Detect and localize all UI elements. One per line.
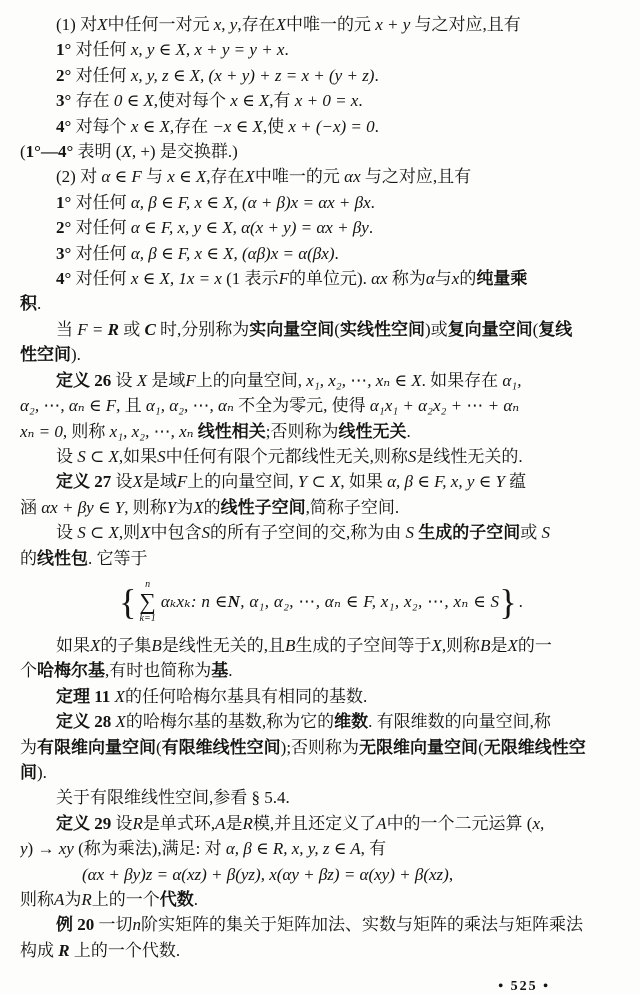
text-block-1 — [20, 12, 622, 571]
text-line: 当 F = R 或 C 时,分别称为实向量空间(实线性空间)或复向量空间(复线 — [56, 319, 573, 339]
formula-body-pre: αₖxₖ: n ∈ — [160, 591, 228, 611]
text-line: 2° 对任何 α ∈ F, x, y ∈ X, α(x + y) = αx + βy. — [56, 218, 374, 238]
page-number: • 525 • — [498, 979, 550, 995]
text-line: 性空间). — [20, 345, 81, 365]
text-line: 1° 对任何 x, y ∈ X, x + y = y + x. — [56, 40, 289, 60]
text-line: y) → xy (称为乘法),满足: 对 α, β ∈ R, x, y, z ∈ A, 有 — [20, 839, 387, 859]
formula-period: . — [518, 591, 523, 611]
text-line: (αx + βy)z = α(xz) + β(yz), x(αy + βz) = α(xy) + β(xz), — [82, 864, 454, 884]
right-brace: } — [499, 581, 517, 622]
text-line: 构成 R 上的一个代数. — [20, 940, 181, 960]
text-line: 设 S ⊂ X,如果S中任何有限个元都线性无关,则称S是线性无关的. — [56, 446, 523, 466]
text-line: 如果X的子集B是线性无关的,且B生成的子空间等于X,则称B是X的一 — [56, 635, 552, 655]
text-line: 3° 存在 0 ∈ X,使对每个 x ∈ X,有 x + 0 = x. — [56, 91, 363, 111]
set-formula — [20, 575, 622, 629]
text-line: α₂, ⋯, αₙ ∈ F, 且 α₁, α₂, ⋯, αₙ 不全为零元, 使得 α₁x₁ + α₂x₂ + ⋯ + αₙ — [20, 396, 520, 416]
text-line: 积. — [20, 294, 42, 314]
text-line: (1) 对X中任何一对元 x, y,存在X中唯一的元 x + y 与之对应,且有 — [56, 15, 521, 34]
text-line: 例 20 一切n阶实矩阵的集关于矩阵加法、实数与矩阵的乘法与矩阵乘法 — [56, 915, 583, 935]
sigma-icon: ∑ — [139, 589, 156, 615]
text-line: 3° 对任何 α, β ∈ F, x ∈ X, (αβ)x = α(βx). — [56, 243, 339, 263]
text-line: (2) 对 α ∈ F 与 x ∈ X,存在X中唯一的元 αx 与之对应,且有 — [56, 167, 472, 187]
summation-symbol — [139, 579, 155, 624]
text-line: 1° 对任何 α, β ∈ F, x ∈ X, (α + β)x = αx + βx. — [56, 192, 375, 212]
text-line: 关于有限维线性空间,参看 § 5.4. — [56, 788, 290, 808]
text-line: xₙ = 0, 则称 x₁, x₂, ⋯, xₙ 线性相关;否则称为线性无关. — [20, 421, 411, 441]
text-line: 定义 27 设X是域F上的向量空间, Y ⊂ X, 如果 α, β ∈ F, x, y ∈ Y 蕴 — [56, 472, 527, 492]
sum-lower-limit: k=1 — [139, 613, 156, 625]
text-line: 4° 对每个 x ∈ X,存在 −x ∈ X,使 x + (−x) = 0. — [56, 116, 379, 136]
text-line: 为有限维向量空间(有限维线性空间);否则称为无限维向量空间(无限维线性空 — [20, 737, 586, 757]
left-brace: { — [119, 581, 137, 622]
text-line: 涵 αx + βy ∈ Y, 则称Y为X的线性子空间,简称子空间. — [20, 497, 400, 517]
text-line: 个哈梅尔基,有时也简称为基. — [20, 661, 233, 681]
text-line: 间). — [20, 762, 47, 782]
text-line: 则称A为R上的一个代数. — [20, 890, 199, 909]
formula-body-post: , α₁, α₂, ⋯, αₙ ∈ F, x₁, x₂, ⋯, xₙ ∈ S — [240, 591, 500, 611]
formula-set-n: N — [227, 591, 241, 611]
text-line: 设 S ⊂ X,则X中包含S的所有子空间的交,称为由 S 生成的子空间或 S — [56, 523, 551, 543]
text-line: 定义 26 设 X 是域F上的向量空间, x₁, x₂, ⋯, xₙ ∈ X. 如果存在 α₁, — [56, 370, 522, 390]
text-line: 定义 29 设R是单式环,A是R模,并且还定义了A中的一个二元运算 (x, — [56, 813, 545, 833]
sum-upper-limit: n — [145, 579, 151, 591]
text-line: 2° 对任何 x, y, z ∈ X, (x + y) + z = x + (y + z). — [56, 65, 379, 85]
text-block-2 — [20, 633, 622, 963]
text-line: 定理 11 X的任何哈梅尔基具有相同的基数. — [56, 686, 368, 706]
text-line: (1°—4° 表明 (X, +) 是交换群.) — [20, 142, 238, 162]
text-line: 4° 对任何 x ∈ X, 1x = x (1 表示F的单位元). αx 称为α与x的纯量乘 — [56, 269, 528, 289]
text-line: 定义 28 X的哈梅尔基的基数,称为它的维数. 有限维数的向量空间,称 — [56, 712, 551, 732]
text-line: 的线性包. 它等于 — [20, 548, 148, 568]
